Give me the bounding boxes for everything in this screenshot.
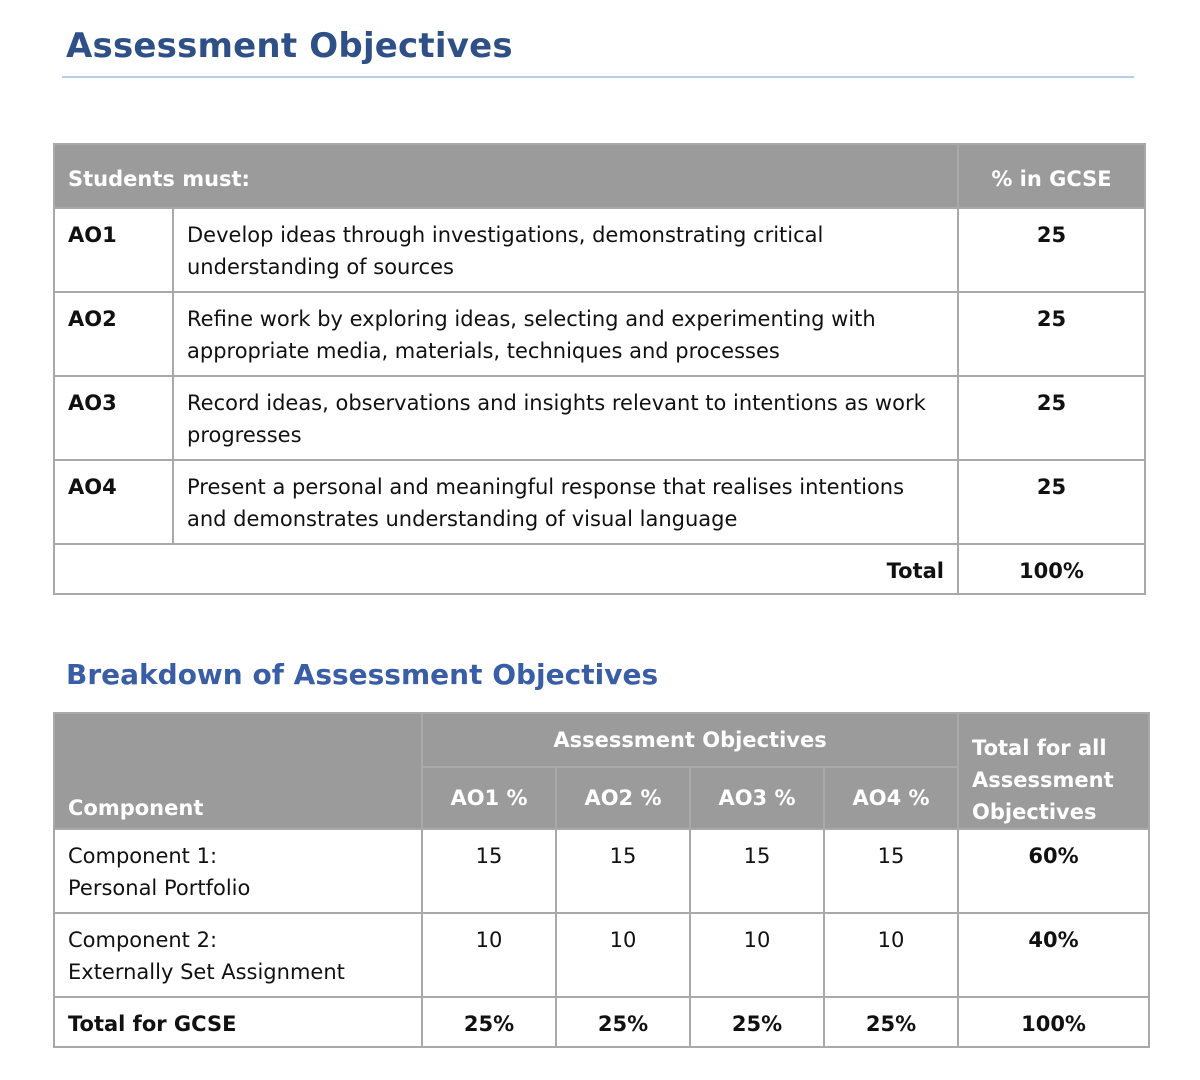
table-row xyxy=(54,208,1145,292)
component-name xyxy=(54,913,422,997)
objectives-table xyxy=(53,143,1146,595)
breakdown-header-row xyxy=(54,713,1149,767)
objective-percent: 25 xyxy=(958,460,1145,544)
component-line2: Personal Portfolio xyxy=(68,876,251,900)
ao3-total: 25% xyxy=(690,997,824,1047)
objective-code: AO3 xyxy=(54,376,173,460)
table-row xyxy=(54,292,1145,376)
ao4-value: 15 xyxy=(824,829,958,913)
breakdown-title: Breakdown of Assessment Objectives xyxy=(66,658,659,691)
ao3-value: 10 xyxy=(690,913,824,997)
table-row xyxy=(54,376,1145,460)
total-row xyxy=(54,997,1149,1047)
ao3-value: 15 xyxy=(690,829,824,913)
page-title: Assessment Objectives xyxy=(66,26,513,66)
component-line1: Component 1: xyxy=(68,844,218,868)
component-total: 60% xyxy=(958,829,1149,913)
objective-percent: 25 xyxy=(958,376,1145,460)
breakdown-table xyxy=(53,712,1150,1048)
component-name xyxy=(54,829,422,913)
objective-percent: 25 xyxy=(958,292,1145,376)
total-gcse-label: Total for GCSE xyxy=(54,997,422,1047)
ao4-header: AO4 % xyxy=(824,767,958,829)
component-line2: Externally Set Assignment xyxy=(68,960,345,984)
ao3-header: AO3 % xyxy=(690,767,824,829)
table-row xyxy=(54,460,1145,544)
objective-text: Develop ideas through investigations, demonstrating critical understanding of sources xyxy=(173,208,958,292)
objective-code: AO1 xyxy=(54,208,173,292)
ao2-value: 10 xyxy=(556,913,690,997)
ao1-value: 10 xyxy=(422,913,556,997)
component-line1: Component 2: xyxy=(68,928,218,952)
students-must-header: Students must: xyxy=(54,144,958,208)
component-header: Component xyxy=(54,713,422,829)
objective-text: Record ideas, observations and insights relevant to intentions as work progresses xyxy=(173,376,958,460)
total-label: Total xyxy=(54,544,958,594)
total-row xyxy=(54,544,1145,594)
total-value: 100% xyxy=(958,544,1145,594)
ao1-header: AO1 % xyxy=(422,767,556,829)
ao4-total: 25% xyxy=(824,997,958,1047)
ao2-header: AO2 % xyxy=(556,767,690,829)
title-divider xyxy=(62,76,1134,78)
ao2-value: 15 xyxy=(556,829,690,913)
ao4-value: 10 xyxy=(824,913,958,997)
percent-header: % in GCSE xyxy=(958,144,1145,208)
ao1-value: 15 xyxy=(422,829,556,913)
ao1-total: 25% xyxy=(422,997,556,1047)
objective-text: Refine work by exploring ideas, selecting and experimenting with appropriate media, materials, techniques and processes xyxy=(173,292,958,376)
table-row xyxy=(54,913,1149,997)
objective-percent: 25 xyxy=(958,208,1145,292)
objective-text: Present a personal and meaningful response that realises intentions and demonstrates understanding of visual language xyxy=(173,460,958,544)
ao2-total: 25% xyxy=(556,997,690,1047)
grand-total: 100% xyxy=(958,997,1149,1047)
objectives-header-row xyxy=(54,144,1145,208)
total-all-header: Total for all Assessment Objectives xyxy=(958,713,1149,829)
objective-code: AO2 xyxy=(54,292,173,376)
component-total: 40% xyxy=(958,913,1149,997)
table-row xyxy=(54,829,1149,913)
assessment-objectives-header: Assessment Objectives xyxy=(422,713,958,767)
objective-code: AO4 xyxy=(54,460,173,544)
